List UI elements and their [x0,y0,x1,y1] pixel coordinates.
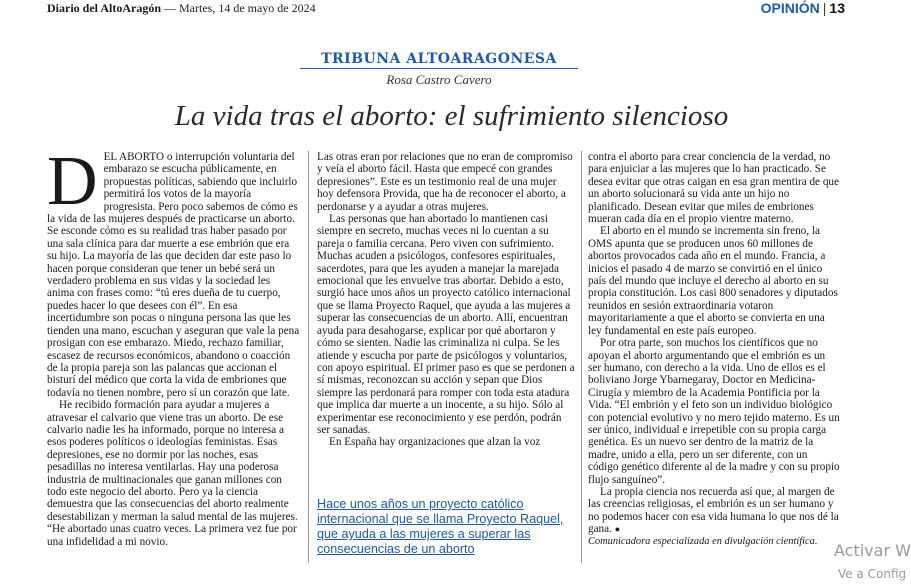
paragraph: Las personas que han abortado lo mantienen casi siempre en secreto, muchas veces ni lo cuentan a su pareja o familia cercana. Pero viven con sufrimiento. Muchas acuden a psicólogos, confesores espirituales, sacerdotes, para que les ayuden a manejar la marejada emocional que les envuelve tras abortar. Debido a esto, surgió hace unos años un proyecto católico internacional que se llama Proyecto Raquel, que ayuda a las mujeres a superar las consecuencias de un aborto. Allí, encuentran ayuda para desahogarse, explicar por qué abortaron y cómo se sienten. Nadie las criminaliza ni culpa. Se les atiende y escucha por parte de psicólogos y voluntarios, con apoyo espiritual. El primer paso es que se perdonen a sí mismas, reconozcan su acción y sepan que Dios siempre las perdonará para romper con toda esta atadura que implica dar muerte a un inocente, a su hijo. Sólo al experimentar ese reconocimiento y ese perdón, podrán ser sanadas. [317,213,575,436]
section-label [761,0,845,16]
publication-date: — Martes, 14 de mayo de 2024 [161,1,316,15]
author-signature: Comunicadora especializada en divulgación científica. [588,535,818,547]
pull-quote: Hace unos años un proyecto católico internacional que se llama Proyecto Raquel, que ayuda a las mujeres a superar las consecuencias de un aborto [317,497,564,556]
paragraph: He recibido formación para ayudar a mujeres a atravesar el calvario que viene tras un aborto. De ese calvario nadie les ha informado, porque no interesa a esos poderes políticos o ideologías feministas. Esas depresiones, ese no dormir por las noches, esas pesadillas no interesa ventilarlas. Hay una poderosa industria de multinacionales que ganan millones con todo este negocio del aborto. Pero ya la ciencia demuestra que las consecuencias del aborto realmente desestabilizan y merman la salud mental de las mujeres. “He abortado unas cuatro veces. La primera vez fue por una infidelidad a mi novio. [47,399,298,548]
paragraph: En España hay organizaciones que alzan la voz [329,436,541,449]
paragraph-text: La propia ciencia nos recuerda así que, al margen de las creencias religiosas, el embrión es un ser humano y no podemos hacer con esa vida humana lo que nos dé la gana. [588,485,839,536]
column-rule [308,151,309,563]
end-mark-icon: ● [614,524,621,535]
column-rule [581,151,582,563]
article-byline: Rosa Castro Cavero [386,72,492,87]
paragraph: EL ABORTO o interrupción voluntaria del embarazo se escucha públicamente, en propuestas políticas, sabiendo que incluirlo permitirá los votos de la mayoría progresista. Pero poco sabemos de cómo es la vida de las mujeres después de practicarse un aborto. Se esconde cómo es su realidad tras haber pasado por una sala clínica para dar muerte a ese embrión que era su hijo. La mayoría de las que deciden dar este paso lo hacen porque consideran que tener un bebé será un verdadero problema en sus vidas y la sociedad les anima con frases como: “tú eres dueña de tu cuerpo, puedes hacer lo que desees con él”. En esa incertidumbre son pocas o ninguna persona las que les tienden una mano, escuchan y aseguran que vale la pena prosigan con ese embarazo. Miedo, rechazo familiar, escasez de recursos económicos, abandono o coacción de la propia pareja son las palancas que accionan el bisturí del médico que corta la vida de embriones que todavía no tienen nombre, pero sí un corazón que late. [47,151,300,399]
masthead [47,0,847,16]
windows-activation-watermark: Activar W [834,541,911,560]
paragraph [588,486,840,536]
paragraph: contra el aborto para crear conciencia de la verdad, no para enjuiciar a las mujeres que lo han practicado. Se desea evitar que otras caigan en esa gran mentira de que un aborto solucionará su vida ante un hijo no planificado. Desean evitar que miles de embriones mueran cada día en el propio vientre materno. [588,151,839,226]
section-separator: | [822,0,827,16]
article-kicker: TRIBUNA ALTOARAGONESA [300,50,578,69]
article-column-3 [588,151,840,548]
article-headline: La vida tras el aborto: el sufrimiento silencioso [174,100,729,132]
paragraph: Por otra parte, son muchos los científicos que no apoyan el aborto argumentando que el embrión es un ser humano, con derecho a la vida. Uno de ellos es el boliviano Jorge Ybarnegaray, Doctor en Medicina-Cirugía y miembro de la Academia Pontificia por la Vida. “El embrión y el feto son un individuo biológico con potencial evolutivo y no mero tejido materno. Es un ser único, individual e irrepetible con su propia carga genética. Es un nuevo ser dentro de la matriz de la madre, unido a ella, pero un ser diferente, con un código genético diferente al de la madre y con su propio flujo sanguíneo”. [588,337,840,486]
paragraph: El aborto en el mundo se incrementa sin freno, la OMS apunta que se producen unos 60 millones de abortos provocados cada año en el mundo. Francia, a inicios el pasado 4 de marzo se convirtió en el único país del mundo que incluye el derecho al aborto en su propia constitución. Los casi 800 senadores y diputados reunidos en sesión extraordinaria votaron mayoritariamente a que el aborto se convierta en una ley fundamental en este país europeo. [588,225,838,337]
article-column-1 [47,143,300,548]
page-number: 13 [829,0,845,16]
paragraph: Las otras eran por relaciones que no eran de compromiso y veía el aborto fácil. Hasta que empecé con grandes depresiones”. Este es un testimonio real de una mujer hoy defensora Provida, que ha de reconocer el aborto, a perdonarse y a ayudar a otras mujeres. [317,151,573,213]
section-name: OPINIÓN [760,0,820,16]
drop-cap: D [47,143,98,220]
article-column-2 [317,151,575,449]
newspaper-name: Diario del AltoAragón [47,1,161,15]
windows-activation-settings-link[interactable]: Ve a Config [838,567,907,581]
